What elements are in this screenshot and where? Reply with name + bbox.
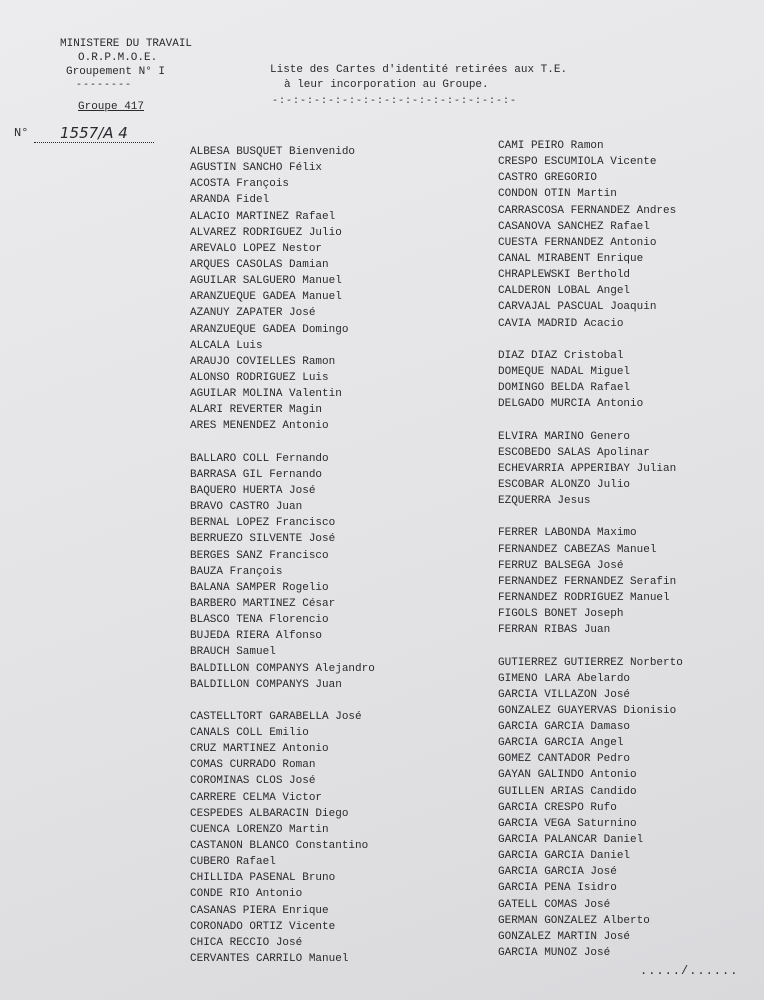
list-item-name: GARCIA CRESPO Rufo (498, 801, 617, 814)
list-item-name: GARCIA GARCIA José (498, 866, 617, 879)
left-name-column (190, 144, 375, 967)
list-item-name: GUILLEN ARIAS Candido (498, 785, 637, 798)
list-item-name: BERRUEZO SILVENTE José (190, 533, 336, 546)
list-item-name: GIMENO LARA Abelardo (498, 672, 631, 685)
list-item-name: GARCIA PENA Isidro (498, 882, 617, 895)
list-item-name: GARCIA GARCIA Damaso (498, 721, 631, 734)
list-item-name: GARCIA VILLAZON José (498, 688, 631, 701)
list-item-name: BALANA SAMPER Rogelio (190, 581, 329, 594)
list-item-name: COROMINAS CLOS José (190, 775, 316, 788)
list-item-name: FERRAN RIBAS Juan (498, 624, 611, 637)
list-item-name: CASTELLTORT GARABELLA José (190, 710, 362, 723)
reference-number: 1557/A 4 (34, 124, 154, 143)
list-item-name: COMAS CURRADO Roman (190, 759, 316, 772)
list-item-name: CHRAPLEWSKI Berthold (498, 269, 631, 282)
section-gap (498, 509, 683, 525)
list-item-name: ARES MENENDEZ Antonio (190, 420, 329, 433)
list-item-name: CASTRO GREGORIO (498, 172, 598, 185)
document-title-line1: Liste des Cartes d'identité retirées aux T.E. (270, 64, 568, 76)
list-item-name: GARCIA GARCIA Angel (498, 737, 624, 750)
list-item-name: GERMAN GONZALEZ Alberto (498, 914, 650, 927)
list-item-name: FIGOLS BONET Joseph (498, 608, 624, 621)
groupe-number: Groupe 417 (78, 101, 145, 113)
list-item-name: CHILLIDA PASENAL Bruno (190, 872, 336, 885)
list-item-name: CONDON OTIN Martin (498, 188, 617, 201)
section-gap (190, 693, 375, 709)
list-item-name: CRUZ MARTINEZ Antonio (190, 743, 329, 756)
list-item-name: AZANUY ZAPATER José (190, 307, 316, 320)
list-item-name: CHICA RECCIO José (190, 936, 303, 949)
list-item-name: BAQUERO HUERTA José (190, 484, 316, 497)
list-item-name: CASANOVA SANCHEZ Rafael (498, 220, 650, 233)
list-item-name: CAMI PEIRO Ramon (498, 140, 604, 152)
list-item-name: CONDE RIO Antonio (190, 888, 303, 901)
document-title-line2: à leur incorporation au Groupe. (284, 79, 489, 91)
title-dash-rule: -:-:-:-:-:-:-:-:-:-:-:-:-:-:-:-:-:- (272, 96, 518, 107)
list-item-name: AGUSTIN SANCHO Félix (190, 162, 323, 175)
list-item-name: DELGADO MURCIA Antonio (498, 398, 644, 411)
list-item-name: AGUILAR SALGUERO Manuel (190, 275, 342, 288)
continuation-mark: ...../...... (640, 964, 739, 978)
list-item-name: ARANDA Fidel (190, 194, 270, 207)
list-item-name: GAYAN GALINDO Antonio (498, 769, 637, 782)
list-item-name: ALARI REVERTER Magin (190, 404, 323, 417)
list-item-name: BALLARO COLL Fernando (190, 452, 329, 465)
ministry-line: MINISTERE DU TRAVAIL (60, 38, 193, 50)
list-item-name: FERNANDEZ CABEZAS Manuel (498, 543, 657, 556)
list-item-name: BRAVO CASTRO Juan (190, 501, 303, 514)
list-item-name: FERNANDEZ RODRIGUEZ Manuel (498, 591, 670, 604)
list-item-name: CARVAJAL PASCUAL Joaquin (498, 301, 657, 314)
list-item-name: BALDILLON COMPANYS Juan (190, 678, 342, 691)
list-item-name: ARANZUEQUE GADEA Manuel (190, 291, 342, 304)
list-item-name: ALONSO RODRIGUEZ Luis (190, 371, 329, 384)
list-item-name: CARRASCOSA FERNANDEZ Andres (498, 204, 677, 217)
list-item-name: CAVIA MADRID Acacio (498, 317, 624, 330)
list-item-name: BERGES SANZ Francisco (190, 549, 329, 562)
right-name-column (498, 138, 683, 961)
list-item-name: CASTANON BLANCO Constantino (190, 840, 369, 853)
list-item-name: FERRER LABONDA Maximo (498, 527, 637, 540)
list-item-name: ALACIO MARTINEZ Rafael (190, 210, 336, 223)
list-item-name: GUTIERREZ GUTIERREZ Norberto (498, 656, 683, 669)
org-line: O.R.P.M.O.E. (78, 52, 158, 64)
list-item-name: EZQUERRA Jesus (498, 495, 591, 508)
list-item-name: FERNANDEZ FERNANDEZ Serafin (498, 575, 677, 588)
list-item-name: GONZALEZ MARTIN José (498, 930, 631, 943)
reference-label: N° (14, 126, 29, 140)
section-gap (498, 332, 683, 348)
list-item-name: ESCOBAR ALONZO Julio (498, 478, 631, 491)
list-item-name: BARBERO MARTINEZ César (190, 597, 336, 610)
list-item-name: ARQUES CASOLAS Damian (190, 258, 329, 271)
section-gap (498, 412, 683, 428)
list-item-name: DOMINGO BELDA Rafael (498, 382, 631, 395)
list-item-name: ARAUJO COVIELLES Ramon (190, 355, 336, 368)
list-item-name: AGUILAR MOLINA Valentin (190, 388, 342, 401)
list-item-name: GOMEZ CANTADOR Pedro (498, 753, 631, 766)
list-item-name: GATELL COMAS José (498, 898, 611, 911)
list-item-name: ALVAREZ RODRIGUEZ Julio (190, 226, 342, 239)
list-item-name: GARCIA GARCIA Daniel (498, 850, 631, 863)
header-dash-rule: -------- (76, 80, 133, 91)
section-gap (498, 638, 683, 654)
list-item-name: DIAZ DIAZ Cristobal (498, 349, 624, 362)
list-item-name: BLASCO TENA Florencio (190, 614, 329, 627)
list-item-name: BUJEDA RIERA Alfonso (190, 630, 323, 643)
list-item-name: CUBERO Rafael (190, 856, 276, 869)
list-item-name: ACOSTA François (190, 178, 290, 191)
list-item-name: CUENCA LORENZO Martin (190, 823, 329, 836)
groupement-line: Groupement N° I (66, 66, 166, 78)
list-item-name: CASANAS PIERA Enrique (190, 904, 329, 917)
list-item-name: CANAL MIRABENT Enrique (498, 252, 644, 265)
list-item-name: CALDERON LOBAL Angel (498, 285, 631, 298)
list-item-name: CESPEDES ALBARACIN Diego (190, 807, 349, 820)
list-item-name: BERNAL LOPEZ Francisco (190, 517, 336, 530)
list-item-name: CORONADO ORTIZ Vicente (190, 920, 336, 933)
list-item-name: BAUZA François (190, 565, 283, 578)
list-item-name: AREVALO LOPEZ Nestor (190, 242, 323, 255)
list-item-name: FERRUZ BALSEGA José (498, 559, 624, 572)
list-item-name: GONZALEZ GUAYERVAS Dionisio (498, 704, 677, 717)
list-item-name: ELVIRA MARINO Genero (498, 430, 631, 443)
list-item-name: ECHEVARRIA APPERIBAY Julian (498, 462, 677, 475)
section-gap (190, 435, 375, 451)
list-item-name: BARRASA GIL Fernando (190, 468, 323, 481)
list-item-name: CANALS COLL Emilio (190, 727, 309, 740)
list-item-name: CARRERE CELMA Victor (190, 791, 323, 804)
list-item-name: ALBESA BUSQUET Bienvenido (190, 146, 356, 158)
list-item-name: GARCIA MUNOZ José (498, 947, 611, 960)
list-item-name: BALDILLON COMPANYS Alejandro (190, 662, 375, 675)
list-item-name: CRESPO ESCUMIOLA Vicente (498, 156, 657, 169)
list-item-name: ALCALA Luis (190, 339, 263, 352)
list-item-name: GARCIA VEGA Saturnino (498, 817, 637, 830)
list-item-name: ESCOBEDO SALAS Apolinar (498, 446, 650, 459)
list-item-name: ARANZUEQUE GADEA Domingo (190, 323, 349, 336)
list-item-name: CERVANTES CARRILO Manuel (190, 953, 349, 966)
list-item-name: DOMEQUE NADAL Miguel (498, 365, 631, 378)
list-item-name: BRAUCH Samuel (190, 646, 276, 659)
list-item-name: CUESTA FERNANDEZ Antonio (498, 236, 657, 249)
list-item-name: GARCIA PALANCAR Daniel (498, 834, 644, 847)
